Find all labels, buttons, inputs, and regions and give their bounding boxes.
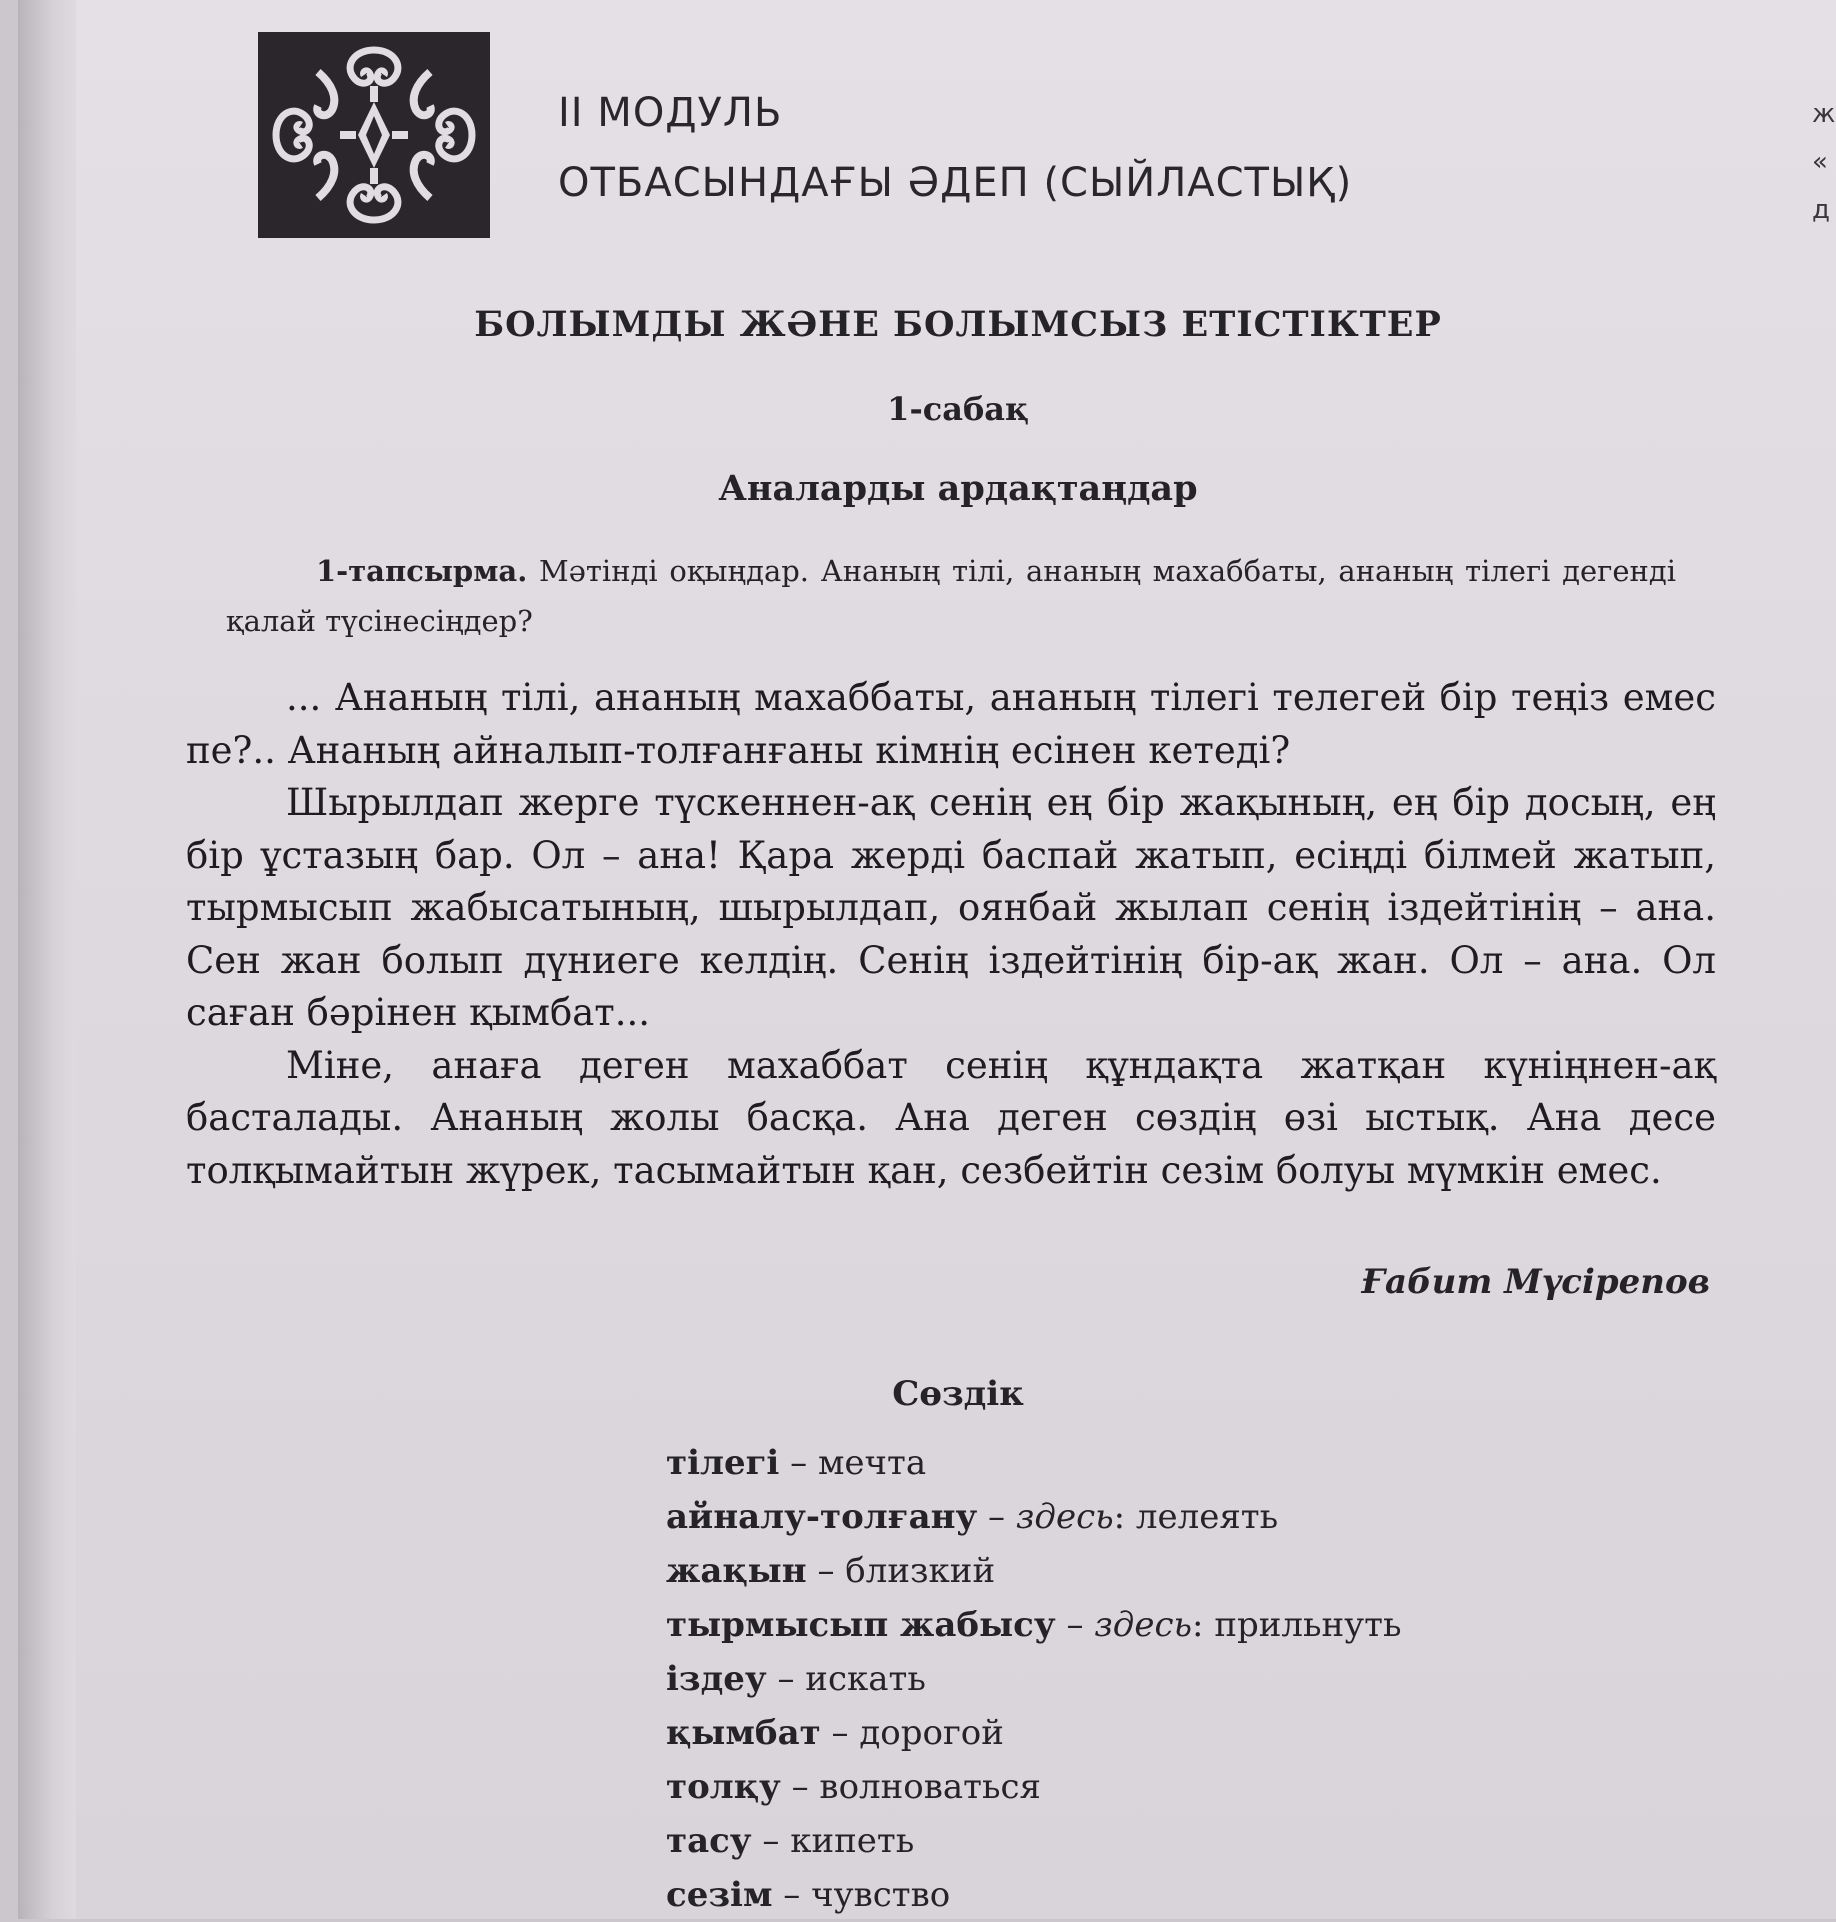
task-instruction [226,546,1676,646]
glossary-term: тырмысып жабысу [666,1605,1056,1645]
glossary-translation: дорогой [859,1713,1004,1753]
glossary-entry: жақын – близкий [666,1551,996,1591]
glossary-entry: айналу-толғану – здесь: лелеять [666,1497,1279,1537]
glossary-translation: чувство [811,1875,951,1915]
glossary-translation: прильнуть [1214,1605,1402,1645]
module-heading [558,78,1352,218]
glossary-term: тасу [666,1821,752,1861]
glossary-entry: тырмысып жабысу – здесь: прильнуть [666,1605,1402,1645]
glossary-translation: мечта [817,1443,927,1483]
glossary-term: іздеу [666,1659,767,1699]
passage-paragraph: Міне, анаға деген махаббат сенің құндақта жатқан күніңнен-ақ басталады. Ананың жолы басқа. Ана деген сөздің өзі ыстық. Ана десе толқымайтын жүрек, тасымайтын қан, сезбейтін сезім болуы мүмкін емес. [186,1043,1716,1192]
task-text: Мәтінді оқыңдар. Ананың тілі, ананың махаббаты, ананың тілегі дегенді қалай түсінесіңдер? [226,554,1676,638]
module-title: ОТБАСЫНДАҒЫ ӘДЕП (СЫЙЛАСТЫҚ) [558,160,1353,206]
passage-author: Ғабит Мүсірепов [1361,1262,1710,1302]
glossary-translation: волноваться [819,1767,1041,1807]
next-page-edge-letters [1812,90,1836,234]
glossary-term: сезім [666,1875,773,1915]
glossary-term: айналу-толғану [666,1497,978,1537]
glossary-term: жақын [666,1551,807,1591]
glossary-entry: толқу – волноваться [666,1767,1041,1807]
glossary-translation: искать [805,1659,926,1699]
task-label: 1-тапсырма. [316,554,528,588]
kazakh-ornament-icon [258,32,490,238]
glossary-entry: іздеу – искать [666,1659,926,1699]
glossary-translation: кипеть [790,1821,915,1861]
lesson-title: Аналарды ардақтаңдар [718,468,1198,509]
lesson-number: 1-сабақ [887,390,1029,428]
glossary-entry: тасу – кипеть [666,1821,915,1861]
glossary-term: тілегі [666,1443,780,1483]
module-number: II МОДУЛЬ [558,90,783,136]
glossary-term: толқу [666,1767,781,1807]
glossary-note: здесь [1015,1497,1114,1537]
passage-paragraph: Шырылдап жерге түскеннен-ақ сенің ең бір жақының, ең бір досың, ең бір ұстазың бар. Ол – ана! Қара жерді баспай жатып, есіңді білмей жатып, тырмысып жабысатының, шырылдап, оянбай жылап сенің іздейтінің – ана. Сен жан болып дүниеге келдің. Сенің іздейтінің бір-ақ жан. Ол – ана. Ол саған бәрінен қымбат... [186,781,1716,1034]
edge-letter: « [1812,147,1828,177]
glossary-title: Сөздік [892,1374,1024,1414]
glossary-list [666,1436,1402,1922]
topic-heading: БОЛЫМДЫ ЖӘНЕ БОЛЫМСЫЗ ЕТІСТІКТЕР [474,304,1442,345]
glossary-term: қымбат [666,1713,821,1753]
reading-passage [186,672,1716,1197]
edge-letter: ж [1812,99,1836,129]
book-spine-shadow [18,0,76,1919]
glossary-entry: сезім – чувство [666,1875,951,1915]
glossary-entry: тілегі – мечта [666,1443,927,1483]
glossary-translation: близкий [845,1551,996,1591]
glossary-note: здесь [1094,1605,1193,1645]
edge-letter: д [1812,195,1830,225]
glossary-translation: лелеять [1135,1497,1279,1537]
glossary-entry: қымбат – дорогой [666,1713,1004,1753]
textbook-page [18,0,1836,1919]
passage-paragraph: ... Ананың тілі, ананың махаббаты, ананың тілегі телегей бір теңіз емес пе?.. Ананың айналып-толғанғаны кімнің есінен кетеді? [186,676,1716,772]
